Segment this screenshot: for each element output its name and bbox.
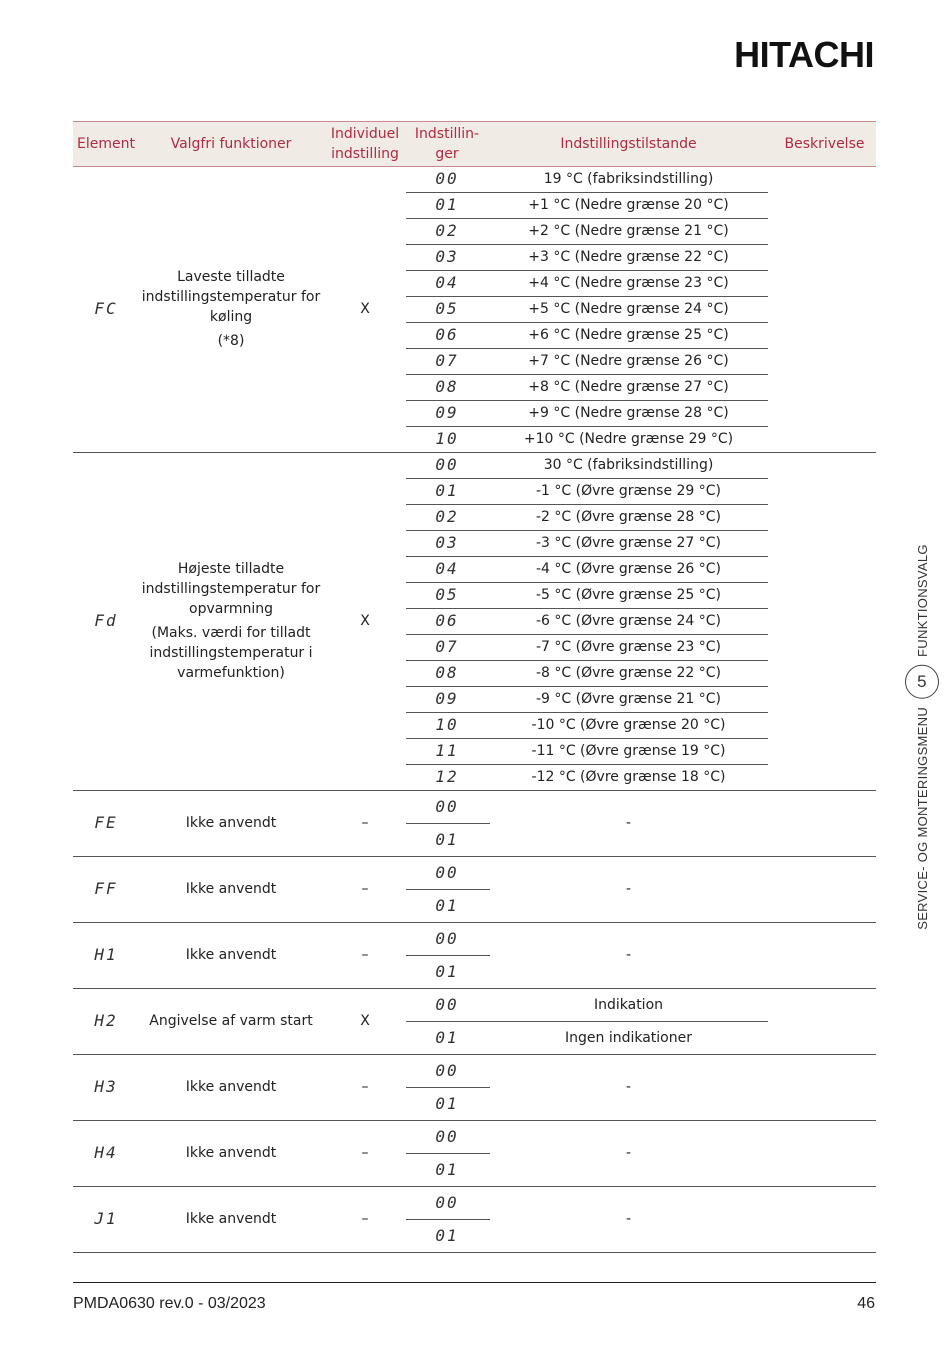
function-name [139, 1120, 323, 1186]
setting-code: 09 [435, 403, 459, 422]
setting-code: 07 [435, 637, 459, 656]
setting-state: +7 °C (Nedre grænse 26 °C) [528, 353, 729, 369]
table-row [73, 1054, 876, 1121]
element-code: FE [94, 813, 118, 832]
setting-code: 01 [435, 1093, 459, 1113]
setting-state: +8 °C (Nedre grænse 27 °C) [528, 379, 729, 395]
setting-code: 09 [435, 689, 459, 708]
page-number: 46 [857, 1295, 875, 1312]
individual-setting-mark: – [361, 947, 369, 963]
function-text: Højeste tilladte indstillingstemperatur for opvarmning [141, 561, 321, 617]
function-text: Ikke anvendt [185, 1211, 277, 1227]
individual-setting-mark: – [361, 1145, 369, 1161]
setting-code: 06 [435, 325, 459, 344]
setting-state: +6 °C (Nedre grænse 25 °C) [528, 327, 729, 343]
hitachi-logo: HITACHI [734, 34, 874, 75]
setting-code: 00 [435, 928, 459, 948]
setting-code: 06 [435, 611, 459, 630]
element-code: H3 [94, 1077, 118, 1096]
setting-code: 01 [435, 895, 459, 915]
header-setting: Indstillin-ger [414, 126, 480, 162]
setting-state: -4 °C (Øvre grænse 26 °C) [535, 561, 722, 577]
setting-code: 04 [435, 273, 459, 292]
element-code: H2 [94, 1011, 118, 1030]
setting-code: 02 [435, 507, 459, 526]
element-code: H4 [94, 1143, 118, 1162]
element-code: H1 [94, 945, 118, 964]
setting-code: 00 [435, 796, 459, 816]
function-name [139, 1186, 323, 1252]
setting-state: - [625, 1145, 632, 1161]
setting-state: - [625, 881, 632, 897]
function-text: Ikke anvendt [185, 1145, 277, 1161]
element-code: FF [94, 879, 118, 898]
function-text: (Maks. værdi for tilladt indstillingstemperatur i varmefunktion) [149, 625, 313, 681]
table-row [73, 922, 876, 989]
setting-code: 00 [435, 1060, 459, 1080]
table-row [73, 452, 876, 791]
header-element: Element [77, 136, 135, 152]
setting-state: -5 °C (Øvre grænse 25 °C) [535, 587, 722, 603]
setting-code: 00 [435, 1192, 459, 1212]
setting-code: 05 [435, 299, 459, 318]
table-row [73, 856, 876, 923]
function-text: Angivelse af varm start [149, 1013, 313, 1029]
setting-state: -6 °C (Øvre grænse 24 °C) [535, 613, 722, 629]
function-text: Ikke anvendt [185, 815, 277, 831]
footer-divider [73, 1282, 876, 1283]
function-text: (*8) [217, 333, 245, 349]
setting-code: 03 [435, 533, 459, 552]
individual-setting-mark: X [360, 613, 370, 629]
setting-code: 01 [435, 1225, 459, 1245]
function-text: Ikke anvendt [185, 881, 277, 897]
setting-code: 08 [435, 663, 459, 682]
function-text: Ikke anvendt [185, 947, 277, 963]
setting-code: 05 [435, 585, 459, 604]
header-states: Indstillingstilstande [560, 136, 697, 152]
setting-code: 07 [435, 351, 459, 370]
header-individual: Individuel indstilling [330, 126, 400, 162]
function-name [139, 922, 323, 988]
document-id: PMDA0630 rev.0 - 03/2023 [73, 1295, 266, 1312]
setting-code: 00 [435, 169, 459, 188]
setting-state: -11 °C (Øvre grænse 19 °C) [531, 743, 726, 759]
setting-state: - [625, 815, 632, 831]
setting-code: 01 [435, 1159, 459, 1179]
element-code: Fd [94, 611, 118, 630]
table-row [73, 1120, 876, 1187]
setting-state: -7 °C (Øvre grænse 23 °C) [535, 639, 722, 655]
function-name [139, 856, 323, 922]
setting-code: 10 [435, 715, 459, 734]
setting-state: +10 °C (Nedre grænse 29 °C) [523, 431, 734, 447]
setting-code: 01 [435, 829, 459, 849]
individual-setting-mark: X [360, 301, 370, 317]
setting-code: 01 [435, 195, 459, 214]
setting-code: 12 [435, 767, 459, 786]
setting-state: - [625, 1211, 632, 1227]
side-tab-left-text: SERVICE- OG MONTERINGSMENU [914, 706, 930, 930]
element-code: J1 [94, 1209, 118, 1228]
setting-state: Indikation [593, 996, 664, 1013]
setting-state: +1 °C (Nedre grænse 20 °C) [528, 197, 729, 213]
setting-code: 11 [435, 741, 459, 760]
setting-state: +9 °C (Nedre grænse 28 °C) [528, 405, 729, 421]
setting-code: 00 [435, 1126, 459, 1146]
setting-code: 01 [435, 1027, 459, 1047]
element-code: FC [94, 299, 118, 318]
setting-state: - [625, 1079, 632, 1095]
setting-code: 08 [435, 377, 459, 396]
setting-state: 30 °C (fabriksindstilling) [543, 457, 714, 473]
setting-state: +3 °C (Nedre grænse 22 °C) [528, 249, 729, 265]
function-text: Laveste tilladte indstillingstemperatur for køling [141, 269, 321, 325]
individual-setting-mark: – [361, 881, 369, 897]
setting-code: 00 [435, 994, 459, 1014]
function-name [139, 1054, 323, 1120]
setting-code: 01 [435, 481, 459, 500]
table-row [73, 988, 876, 1055]
setting-state: +4 °C (Nedre grænse 23 °C) [528, 275, 729, 291]
individual-setting-mark: X [360, 1013, 370, 1029]
individual-setting-mark: – [361, 1079, 369, 1095]
individual-setting-mark: – [361, 1211, 369, 1227]
setting-state: 19 °C (fabriksindstilling) [543, 171, 714, 187]
setting-code: 10 [435, 429, 459, 448]
table-row [73, 166, 876, 453]
setting-state: +5 °C (Nedre grænse 24 °C) [528, 301, 729, 317]
table-row [73, 790, 876, 857]
function-name [139, 452, 323, 790]
header-description: Beskrivelse [784, 136, 865, 152]
setting-code: 02 [435, 221, 459, 240]
chapter-number-badge: 5 [905, 665, 939, 699]
setting-code: 00 [435, 862, 459, 882]
setting-code: 00 [435, 455, 459, 474]
setting-code: 04 [435, 559, 459, 578]
setting-state: Ingen indikationer [565, 1029, 692, 1046]
setting-state: +2 °C (Nedre grænse 21 °C) [528, 223, 729, 239]
side-tab-right-text: FUNKTIONSVALG [914, 544, 930, 657]
setting-state: -9 °C (Øvre grænse 21 °C) [535, 691, 722, 707]
setting-state: - [625, 947, 632, 963]
function-name [139, 790, 323, 856]
setting-code: 01 [435, 961, 459, 981]
setting-state: -3 °C (Øvre grænse 27 °C) [535, 535, 722, 551]
table-row [73, 1186, 876, 1253]
individual-setting-mark: – [361, 815, 369, 831]
setting-state: -10 °C (Øvre grænse 20 °C) [531, 717, 726, 733]
function-text: Ikke anvendt [185, 1079, 277, 1095]
function-name [139, 166, 323, 452]
setting-state: -8 °C (Øvre grænse 22 °C) [535, 665, 722, 681]
setting-state: -12 °C (Øvre grænse 18 °C) [531, 769, 726, 785]
table-header [73, 121, 876, 167]
function-name [139, 988, 323, 1054]
side-tab [905, 544, 939, 930]
setting-state: -1 °C (Øvre grænse 29 °C) [535, 483, 722, 499]
setting-code: 03 [435, 247, 459, 266]
header-function: Valgfri funktioner [170, 136, 292, 152]
setting-state: -2 °C (Øvre grænse 28 °C) [535, 509, 722, 525]
